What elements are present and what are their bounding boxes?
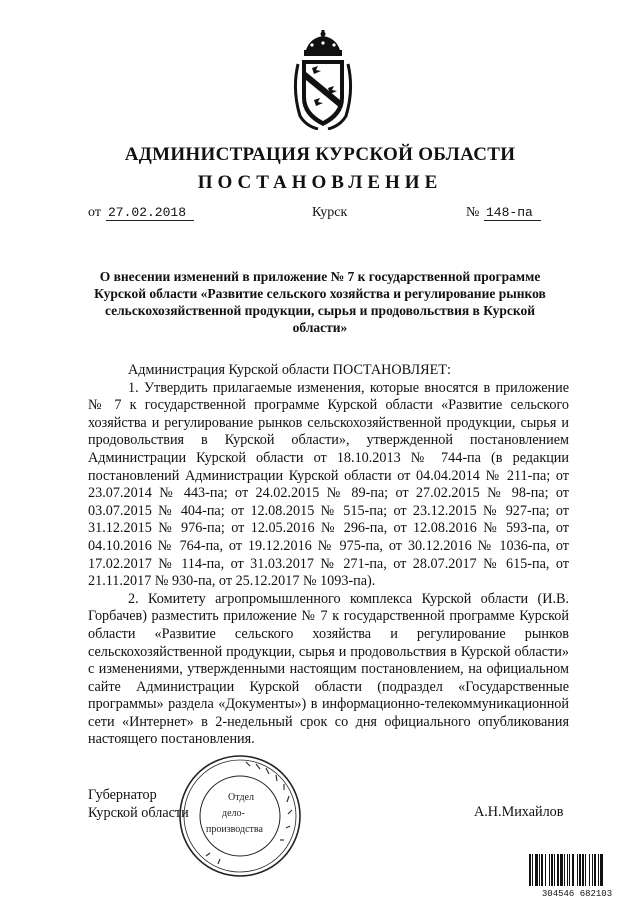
document-number: 148-па: [484, 205, 541, 221]
barcode-number: 304546 682103: [541, 889, 613, 898]
stamp-line1: Отдел: [228, 792, 254, 803]
round-stamp-icon: [176, 752, 304, 880]
signatory-title: [88, 786, 189, 822]
signatory-title-line1: Губернатор: [88, 787, 157, 803]
document-subject: О внесении изменений в приложение № 7 к государственной программе Курской области «Развитие сельского хозяйства и регулирование рынков сельскохозяйственной продукции, сырья и продовольствия в Курской области»: [94, 269, 546, 335]
signatory-name: А.Н.Михайлов: [474, 804, 564, 820]
stamp-line2: дело-: [222, 808, 245, 819]
number-prefix: №: [466, 205, 480, 220]
city: Курск: [312, 205, 348, 220]
organization-title: АДМИНИСТРАЦИЯ КУРСКОЙ ОБЛАСТИ: [124, 144, 516, 165]
document-type: ПОСТАНОВЛЕНИЕ: [197, 172, 443, 193]
intro-paragraph: Администрация Курской области ПОСТАНОВЛЯЕТ:: [128, 362, 451, 378]
signatory-title-line2: Курской области: [88, 805, 189, 821]
document-body: [88, 362, 569, 749]
barcode-icon: [528, 854, 626, 898]
dateline: [88, 205, 568, 227]
document-date: 27.02.2018: [106, 205, 194, 221]
stamp-line3: производства: [206, 824, 263, 835]
item-2-paragraph: 2. Комитету агропромышленного комплекса Курской области (И.В. Горбачев) разместить приложение № 7 к государственной программе Курской области «Развитие сельского хозяйства и регулирование рынков сельскохозяйственной продукции, сырья и продовольствия в Курской области» с изменениями, утвержденными настоящим постановлением, на официальном сайте Администрации Курской области (подраздел «Государственные программы» раздела «Документы») в информационно-телекоммуникационной сети «Интернет» в 2-недельный срок со дня официального опубликования настоящего постановления.: [88, 590, 569, 748]
item-1-paragraph: 1. Утвердить прилагаемые изменения, которые вносятся в приложение № 7 к государственной программе Курской области «Развитие сельского хозяйства и регулирование рынков сельскохозяйственной продукции, сырья и продовольствия в Курской области», утвержденной постановлением Администрации Курской области от 18.10.2013 № 744-па (в редакции постановлений Администрации Курской области от 04.04.2014 № 211-па; от 23.07.2014 № 443-па; от 24.02.2015 № 89-па; от 27.02.2015 № 98-па; от 03.07.2015 № 404-па; от 12.08.2015 № 515-па; от 23.12.2015 № 927-па; от 31.12.2015 № 976-па; от 12.05.2016 № 296-па, от 12.08.2016 № 593-па, от 04.10.2016 № 764-па, от 19.12.2016 № 975-па, от 30.12.2016 № 1036-па, от 17.02.2017 № 114-па, от 31.03.2017 № 271-па, от 28.07.2017 № 615-па, от 21.11.2017 № 930-па, от 25.12.2017 № 1093-па).: [88, 379, 569, 590]
date-prefix: от: [88, 205, 101, 220]
coat-of-arms-icon: [288, 30, 358, 130]
